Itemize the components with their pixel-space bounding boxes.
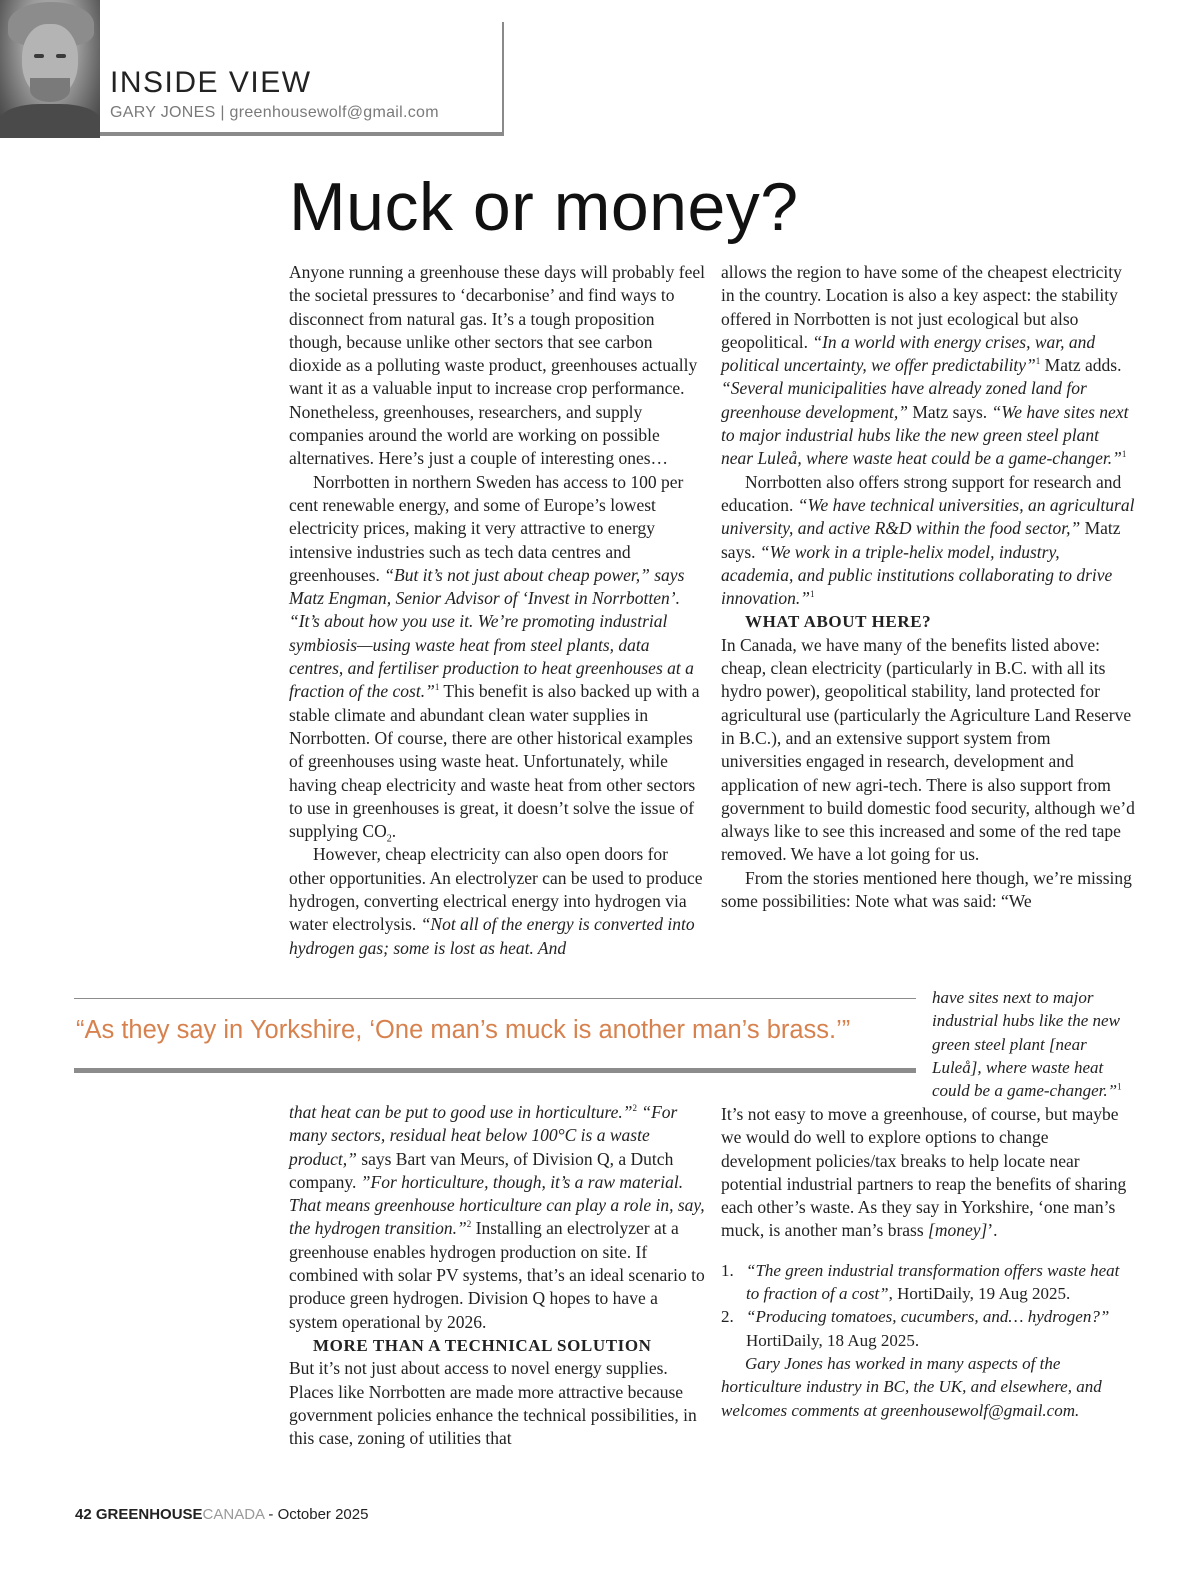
paragraph: Anyone running a greenhouse these days will probably feel the societal pressures to ‘decarbonise’ and find ways to disconnect from natural gas. It’s a tough proposition though, because unlike other sectors that see carbon dioxide as a polluting waste product, greenhouses actually want it as a valuable input to increase crop performance. Nonetheless, greenhouses, researchers, and supply companies around the world are working on possible alternatives. Here’s just a couple of interesting ones… [289,262,705,469]
issue-date: - October 2025 [268,1506,369,1523]
author-email[interactable]: greenhousewolf@gmail.com [229,104,439,121]
paragraph: Norrbotten in northern Sweden has access to 100 per cent renewable energy, and some of Europe’s lowest electricity prices, making it very attractive to energy intensive industries such as tech data centres and greenhouses. “But it’s not just about cheap power,” says Matz Engman, Senior Advisor of ‘Invest in Norrbotten’. “It’s about how you use it. We’re promoting industrial symbiosis—using waste heat from steel plants, data centres, and fertiliser production to heat greenhouses at a fraction of the cost.”$^1$ This benefit is also backed up with a stable climate and abundant clean water supplies in Norrbotten. Of course, there are other historical examples of greenhouses using waste heat. Unfortunately, while having cheap electricity and waste heat from other sectors to use in greenhouses is great, it doesn’t solve the issue of supplying $CO_2$. [289,471,700,845]
paragraph: From the stories mentioned here though, we’re missing some possibilities: Note what was said: “We [721,867,1132,912]
author-name: GARY JONES [110,104,216,121]
paragraph: Norrbotten also offers strong support for research and education. “We have technical universities, an agricultural university, and active R&D within the food sector,” Matz says. “We work in a triple-helix model, industry, academia, and public institutions collaborating to drive innovation.”$^1$ [721,471,1135,609]
subheading: WHAT ABOUT HERE? [745,612,932,632]
paragraph: It’s not easy to move a greenhouse, of course, but maybe we would do well to explore options to change development policies/tax breaks to help locate near potential industrial partners to reap the benefits of sharing each other’s waste. As they say in Yorkshire, ‘one man’s muck, is another man’s brass [money]’. [721,1104,1127,1241]
column-left-top [289,261,707,960]
byline [110,104,439,122]
header-divider-horizontal [100,132,504,136]
column-left-bottom [289,1101,707,1450]
paragraph: However, cheap electricity can also open doors for other opportunities. An electrolyzer can be used to produce hydrogen, converting electrical energy into hydrogen via water electrolysis. “Not all of the energy is converted into hydrogen gas; some is lost as heat. And [289,844,703,958]
subheading: MORE THAN A TECHNICAL SOLUTION [313,1335,652,1355]
wrapped-quote: have sites next to major industrial hubs like the new green steel plant [near Luleå], where waste heat could be a game-changer.”$^1$ [932,988,1122,1101]
column-name: INSIDE VIEW [110,66,312,99]
magazine-name-light: CANADA [202,1506,265,1523]
page-footer [75,1506,368,1523]
author-bio: Gary Jones has worked in many aspects of the horticulture industry in BC, the UK, and elsewhere, and welcomes comments at greenhousewolf@gmail.com. [721,1353,1102,1420]
paragraph: that heat can be put to good use in horticulture.”$^2$ “For many sectors, residual heat below 100°C is a waste product,” says Bart van Meurs, of Division Q, a Dutch company. ”For horticulture, though, it’s a raw material. That means greenhouse horticulture can play a role in, say, the hydrogen transition.”$^2$ Installing an electrolyzer at a greenhouse enables hydrogen production on site. If combined with solar PV systems, that’s an ideal scenario to produce green hydrogen. Division Q hopes to have a system operational by 2026. [289,1102,705,1332]
header-divider-vertical [502,22,504,136]
paragraph: In Canada, we have many of the benefits listed above: cheap, clean electricity (particularly in B.C. with all its hydro power), geopolitical stability, land protected for agricultural use (particularly the Agriculture Land Reserve in B.C.), and an extensive support system from universities engaged in research, development and application of new agri-tech. There is also support from government to build domestic food security, although we’d always like to see this increased and some of the red tape removed. We have a lot going for us. [721,634,1135,865]
column-right-bottom [721,1103,1135,1422]
author-photo [0,0,100,138]
reference-item: 2. “Producing tomatoes, cucumbers, and… hydrogen?” HortiDaily, 18 Aug 2025. [721,1307,1110,1350]
paragraph: allows the region to have some of the cheapest electricity in the country. Location is also a key aspect: the stability offered in Norrbotten is not just ecological but also geopolitical. “In a world with energy crises, war, and political uncertainty, we offer predictability”$^1$ Matz adds. “Several municipalities have already zoned land for greenhouse development,” Matz says. “We have sites next to major industrial hubs like the new green steel plant near Luleå, where waste heat could be a game-changer.”$^1$ [721,262,1129,469]
column-right-top [721,261,1135,913]
paragraph: But it’s not just about access to novel energy supplies. Places like Norrbotten are made more attractive because government policies enhance the technical possibilities, in this case, zoning of utilities that [289,1358,697,1449]
references-list [721,1259,1135,1352]
byline-separator: | [220,104,225,121]
page-number: 42 [75,1506,92,1523]
pull-quote: “As they say in Yorkshire, ‘One man’s muck is another man’s brass.’” [76,1016,851,1044]
magazine-name: GREENHOUSE [95,1506,203,1523]
pull-quote-rule-top [74,998,916,999]
article-title: Muck or money? [289,169,799,245]
reference-item: 1. “The green industrial transformation offers waste heat to fraction of a cost”, HortiDaily, 19 Aug 2025. [721,1260,1120,1304]
pull-quote-rule-bottom [74,1068,916,1073]
